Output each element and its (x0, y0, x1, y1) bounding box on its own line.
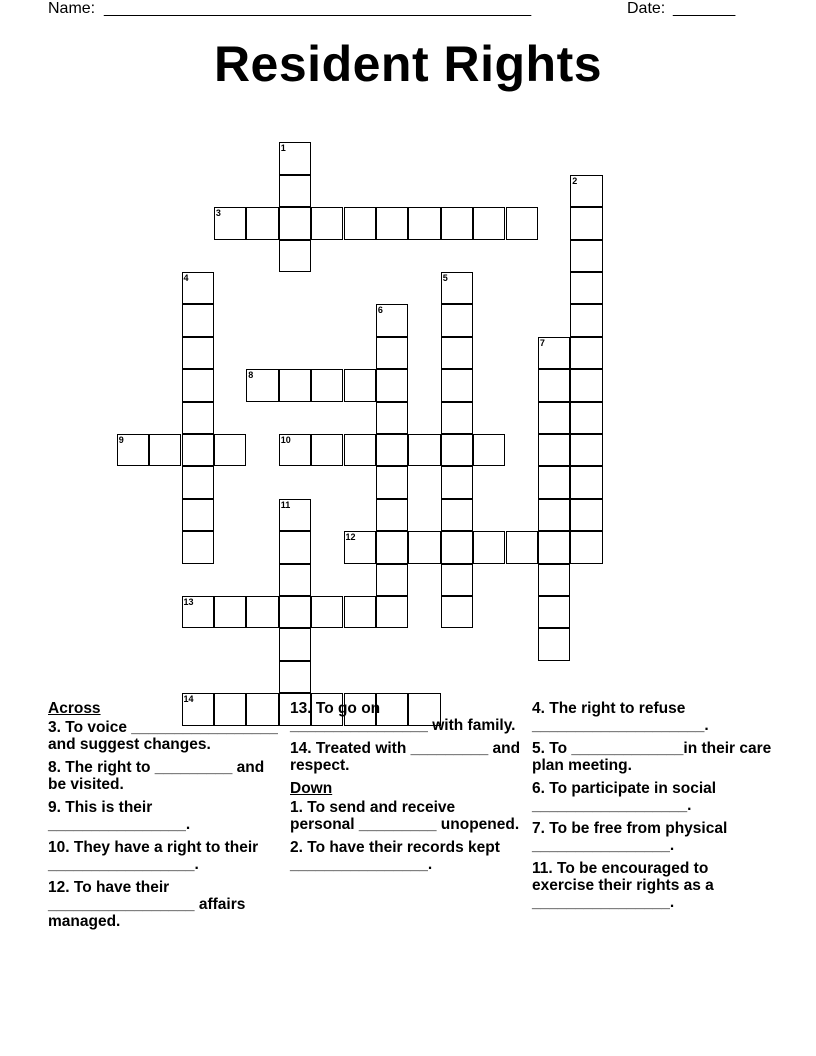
grid-cell[interactable] (570, 337, 602, 369)
clue-number: 9. (48, 799, 61, 816)
grid-cell[interactable] (538, 564, 570, 596)
grid-cell[interactable] (506, 531, 538, 563)
clue-down-2 (290, 839, 522, 873)
grid-cell[interactable] (441, 337, 473, 369)
clue-number: 8. (48, 759, 61, 776)
clue-down-5 (532, 740, 772, 774)
clue-text: To participate in social __________________. (532, 780, 717, 814)
clue-across-12 (48, 879, 280, 930)
grid-cell[interactable] (182, 304, 214, 336)
grid-cell[interactable] (279, 240, 311, 272)
page-title: Resident Rights (213, 36, 603, 92)
cell-number: 4 (183, 273, 189, 283)
grid-cell[interactable] (538, 596, 570, 628)
clue-down-7 (532, 820, 772, 854)
clue-down-6 (532, 780, 772, 814)
grid-cell[interactable] (182, 272, 214, 304)
grid-cell[interactable] (570, 434, 602, 466)
grid-cell[interactable] (441, 207, 473, 239)
grid-cell[interactable] (214, 596, 246, 628)
clue-text: To send and receive personal _________ unopened. (290, 799, 520, 833)
cell-number: 2 (572, 175, 578, 186)
cell-number: 1 (280, 143, 286, 154)
cell-number: 10 (280, 435, 291, 445)
grid-cell[interactable] (376, 434, 408, 466)
grid-cell[interactable] (311, 596, 343, 628)
clue-across-8 (48, 759, 280, 793)
clue-number: 4. (532, 700, 545, 717)
clue-number: 14. (290, 740, 312, 757)
clues-column-3 (532, 700, 772, 917)
grid-cell[interactable] (408, 531, 440, 563)
grid-cell[interactable] (344, 531, 376, 563)
grid-cell[interactable] (344, 596, 376, 628)
grid-cell[interactable] (570, 240, 602, 272)
clue-number: 5. (532, 740, 545, 757)
grid-cell[interactable] (441, 466, 473, 498)
grid-cell[interactable] (117, 434, 149, 466)
grid-cell[interactable] (182, 434, 214, 466)
grid-cell[interactable] (570, 369, 602, 401)
clue-number: 6. (532, 780, 545, 797)
grid-cell[interactable] (376, 304, 408, 336)
cell-number: 6 (377, 305, 383, 316)
grid-cell[interactable] (279, 531, 311, 563)
grid-cell[interactable] (246, 207, 278, 239)
grid-cell[interactable] (279, 564, 311, 596)
grid-cell[interactable] (441, 564, 473, 596)
grid-cell[interactable] (570, 531, 602, 563)
clue-down-4 (532, 700, 772, 734)
date-field[interactable]: _______ (673, 0, 736, 17)
grid-cell[interactable] (279, 142, 311, 174)
down-heading: Down (290, 780, 333, 797)
grid-cell[interactable] (279, 434, 311, 466)
grid-cell[interactable] (214, 207, 246, 239)
grid-cell[interactable] (311, 369, 343, 401)
grid-cell[interactable] (344, 207, 376, 239)
grid-cell[interactable] (182, 466, 214, 498)
grid-cell[interactable] (376, 369, 408, 401)
clue-across-9 (48, 799, 280, 833)
grid-cell[interactable] (311, 434, 343, 466)
clue-text: The right to refuse ____________________. (532, 700, 709, 734)
grid-cell[interactable] (441, 369, 473, 401)
clue-across-3 (48, 719, 280, 753)
grid-cell[interactable] (279, 628, 311, 660)
clue-number: 7. (532, 820, 545, 837)
clue-number: 2. (290, 839, 303, 856)
grid-cell[interactable] (376, 499, 408, 531)
grid-cell[interactable] (279, 499, 311, 531)
grid-cell[interactable] (570, 499, 602, 531)
grid-cell[interactable] (376, 207, 408, 239)
grid-cell[interactable] (376, 531, 408, 563)
grid-cell[interactable] (441, 434, 473, 466)
grid-cell[interactable] (182, 369, 214, 401)
grid-cell[interactable] (182, 531, 214, 563)
grid-cell[interactable] (473, 207, 505, 239)
clue-number: 10. (48, 839, 70, 856)
grid-cell[interactable] (441, 499, 473, 531)
clue-number: 13. (290, 700, 312, 717)
grid-cell[interactable] (538, 402, 570, 434)
grid-cell[interactable] (214, 434, 246, 466)
grid-cell[interactable] (441, 304, 473, 336)
cell-number: 13 (183, 597, 194, 607)
clue-text: The right to _________ and be visited. (48, 759, 265, 793)
clue-text: To be free from physical ________________. (532, 820, 728, 854)
clue-number: 3. (48, 719, 61, 736)
grid-cell[interactable] (344, 434, 376, 466)
clue-across-10 (48, 839, 280, 873)
clue-text: To _____________in their care plan meeting. (532, 740, 772, 774)
grid-cell[interactable] (376, 596, 408, 628)
clues-column-1 (48, 700, 280, 936)
grid-cell[interactable] (506, 207, 538, 239)
grid-cell[interactable] (441, 272, 473, 304)
grid-cell[interactable] (570, 466, 602, 498)
grid-cell[interactable] (570, 272, 602, 304)
grid-cell[interactable] (279, 175, 311, 207)
grid-cell[interactable] (279, 369, 311, 401)
clue-down-11 (532, 860, 772, 911)
grid-cell[interactable] (570, 207, 602, 239)
clue-text: To be encouraged to exercise their rights as a ________________. (532, 860, 714, 911)
clue-text: To have their records kept ________________. (290, 839, 500, 873)
grid-cell[interactable] (279, 661, 311, 693)
clue-number: 11. (532, 860, 553, 877)
grid-cell[interactable] (246, 596, 278, 628)
cell-number: 14 (183, 694, 194, 705)
grid-cell[interactable] (473, 531, 505, 563)
grid-cell[interactable] (344, 369, 376, 401)
grid-cell[interactable] (441, 402, 473, 434)
clue-text: To have their _________________ affairs managed. (48, 879, 246, 930)
cell-number: 5 (442, 273, 448, 283)
grid-cell[interactable] (441, 596, 473, 628)
grid-cell[interactable] (182, 337, 214, 369)
clue-text: To go on ________________ with family. (290, 700, 516, 734)
grid-cell[interactable] (408, 434, 440, 466)
grid-cell[interactable] (441, 531, 473, 563)
grid-cell[interactable] (376, 402, 408, 434)
grid-cell[interactable] (279, 207, 311, 239)
grid-cell[interactable] (182, 402, 214, 434)
grid-cell[interactable] (538, 369, 570, 401)
grid-cell[interactable] (570, 175, 602, 207)
cell-number: 12 (345, 532, 356, 543)
grid-cell[interactable] (246, 369, 278, 401)
clue-text: This is their ________________. (48, 799, 191, 833)
cell-number: 7 (539, 337, 545, 348)
grid-cell[interactable] (538, 628, 570, 660)
across-heading: Across (48, 700, 101, 717)
clue-number: 1. (290, 799, 303, 816)
clue-across-13 (290, 700, 522, 734)
grid-cell[interactable] (182, 596, 214, 628)
grid-cell[interactable] (311, 207, 343, 239)
grid-cell[interactable] (376, 337, 408, 369)
cell-number: 3 (215, 208, 221, 219)
cell-number: 11 (280, 499, 291, 510)
grid-cell[interactable] (473, 434, 505, 466)
clue-text: To voice _________________ and suggest changes. (48, 719, 278, 753)
grid-cell[interactable] (182, 499, 214, 531)
cell-number: 9 (118, 435, 124, 445)
clue-across-14 (290, 740, 522, 774)
grid-cell[interactable] (279, 596, 311, 628)
grid-cell[interactable] (149, 434, 181, 466)
grid-cell[interactable] (538, 499, 570, 531)
clue-number: 12. (48, 879, 70, 896)
name-field[interactable]: ________________________________________________ (104, 0, 532, 17)
clues-column-2 (290, 700, 522, 879)
grid-cell[interactable] (538, 531, 570, 563)
grid-cell[interactable] (538, 466, 570, 498)
name-label: Name: (48, 0, 96, 17)
grid-cell[interactable] (376, 466, 408, 498)
date-label: Date: (627, 0, 666, 17)
clue-text: They have a right to their _________________. (48, 839, 259, 873)
grid-cell[interactable] (538, 337, 570, 369)
cell-number: 8 (248, 370, 254, 381)
clue-text: Treated with _________ and respect. (290, 740, 521, 774)
clue-down-1 (290, 799, 522, 833)
grid-cell[interactable] (538, 434, 570, 466)
grid-cell[interactable] (408, 207, 440, 239)
grid-cell[interactable] (570, 304, 602, 336)
grid-cell[interactable] (376, 564, 408, 596)
grid-cell[interactable] (570, 402, 602, 434)
